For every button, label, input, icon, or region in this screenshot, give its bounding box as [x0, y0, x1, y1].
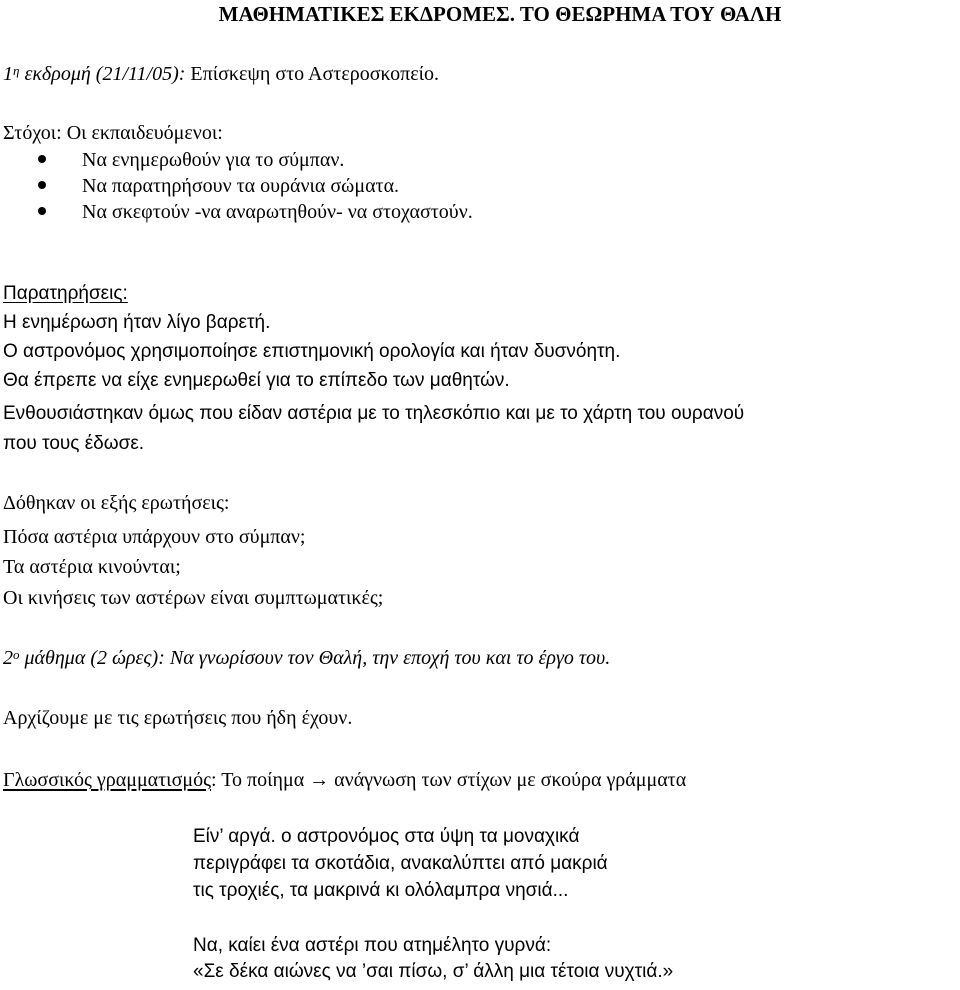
- literacy-text: : Το ποίημα → ανάγνωση των στίχων με σκούρα γράμματα: [211, 769, 687, 791]
- goal-item-text: Να ενημερωθούν για το σύμπαν.: [82, 149, 345, 171]
- poem-line: τις τροχιές, τα μακρινά κι ολόλαμπρα νησιά...: [193, 880, 569, 901]
- start-line: Αρχίζουμε με τις ερωτήσεις που ήδη έχουν.: [3, 707, 353, 729]
- lesson-number-suffix: ο: [13, 647, 20, 662]
- observations-heading: Παρατηρήσεις:: [3, 283, 128, 304]
- goal-item: [38, 149, 344, 171]
- bullet-icon: [38, 207, 46, 215]
- questions-heading: Δόθηκαν οι εξής ερωτήσεις:: [3, 492, 230, 514]
- goals-heading: Στόχοι: Οι εκπαιδευόμενοι:: [3, 122, 223, 144]
- goal-item: [38, 175, 399, 197]
- poem-line: Είν’ αργά. ο αστρονόμος στα ύψη τα μοναχικά: [193, 826, 580, 847]
- observation-line: που τους έδωσε.: [3, 433, 145, 454]
- poem-line: «Σε δέκα αιώνες να ’σαι πίσω, σ’ άλλη μια τέτοια νυχτιά.»: [193, 961, 674, 982]
- excursion-1-line: [3, 63, 439, 85]
- bullet-icon: [38, 181, 46, 189]
- observation-line: Ο αστρονόμος χρησιμοποίησε επιστημονική ορολογία και ήταν δυσνόητη.: [3, 341, 621, 362]
- bullet-icon: [38, 155, 46, 163]
- question-item: Πόσα αστέρια υπάρχουν στο σύμπαν;: [3, 526, 306, 548]
- document-title: ΜΑΘΗΜΑΤΙΚΕΣ ΕΚΔΡΟΜΕΣ. ΤΟ ΘΕΩΡΗΜΑ ΤΟΥ ΘΑΛΗ: [218, 2, 782, 26]
- question-item: Τα αστέρια κινούνται;: [3, 556, 181, 578]
- excursion-label: εκδρομή (21/11/05):: [19, 63, 186, 85]
- literacy-line: [3, 769, 686, 791]
- lesson-number: 2: [3, 647, 13, 669]
- observation-line: Θα έπρεπε να είχε ενημερωθεί για το επίπεδο των μαθητών.: [3, 370, 510, 391]
- lesson-text: μάθημα (2 ώρες): Να γνωρίσουν τον Θαλή, την εποχή του και το έργο του.: [19, 647, 611, 669]
- observation-line: Η ενημέρωση ήταν λίγο βαρετή.: [3, 312, 271, 333]
- poem-line: περιγράφει τα σκοτάδια, ανακαλύπτει από μακριά: [193, 853, 608, 874]
- goal-item: [38, 201, 473, 223]
- lesson-2-line: [3, 647, 610, 669]
- poem-line: Να, καίει ένα αστέρι που ατημέλητο γυρνά:: [193, 935, 552, 956]
- goal-item-text: Να σκεφτούν -να αναρωτηθούν- να στοχαστούν.: [82, 201, 473, 223]
- excursion-text: Επίσκεψη στο Αστεροσκοπείο.: [185, 63, 439, 85]
- question-item: Οι κινήσεις των αστέρων είναι συμπτωματικές;: [3, 587, 384, 609]
- goal-item-text: Να παρατηρήσουν τα ουράνια σώματα.: [82, 175, 400, 197]
- literacy-label: Γλωσσικός γραμματισμός: [3, 769, 211, 791]
- excursion-number: 1: [3, 63, 13, 85]
- observation-line: Ενθουσιάστηκαν όμως που είδαν αστέρια με το τηλεσκόπιο και με το χάρτη του ουρανού: [3, 403, 745, 424]
- excursion-number-suffix: η: [13, 63, 20, 78]
